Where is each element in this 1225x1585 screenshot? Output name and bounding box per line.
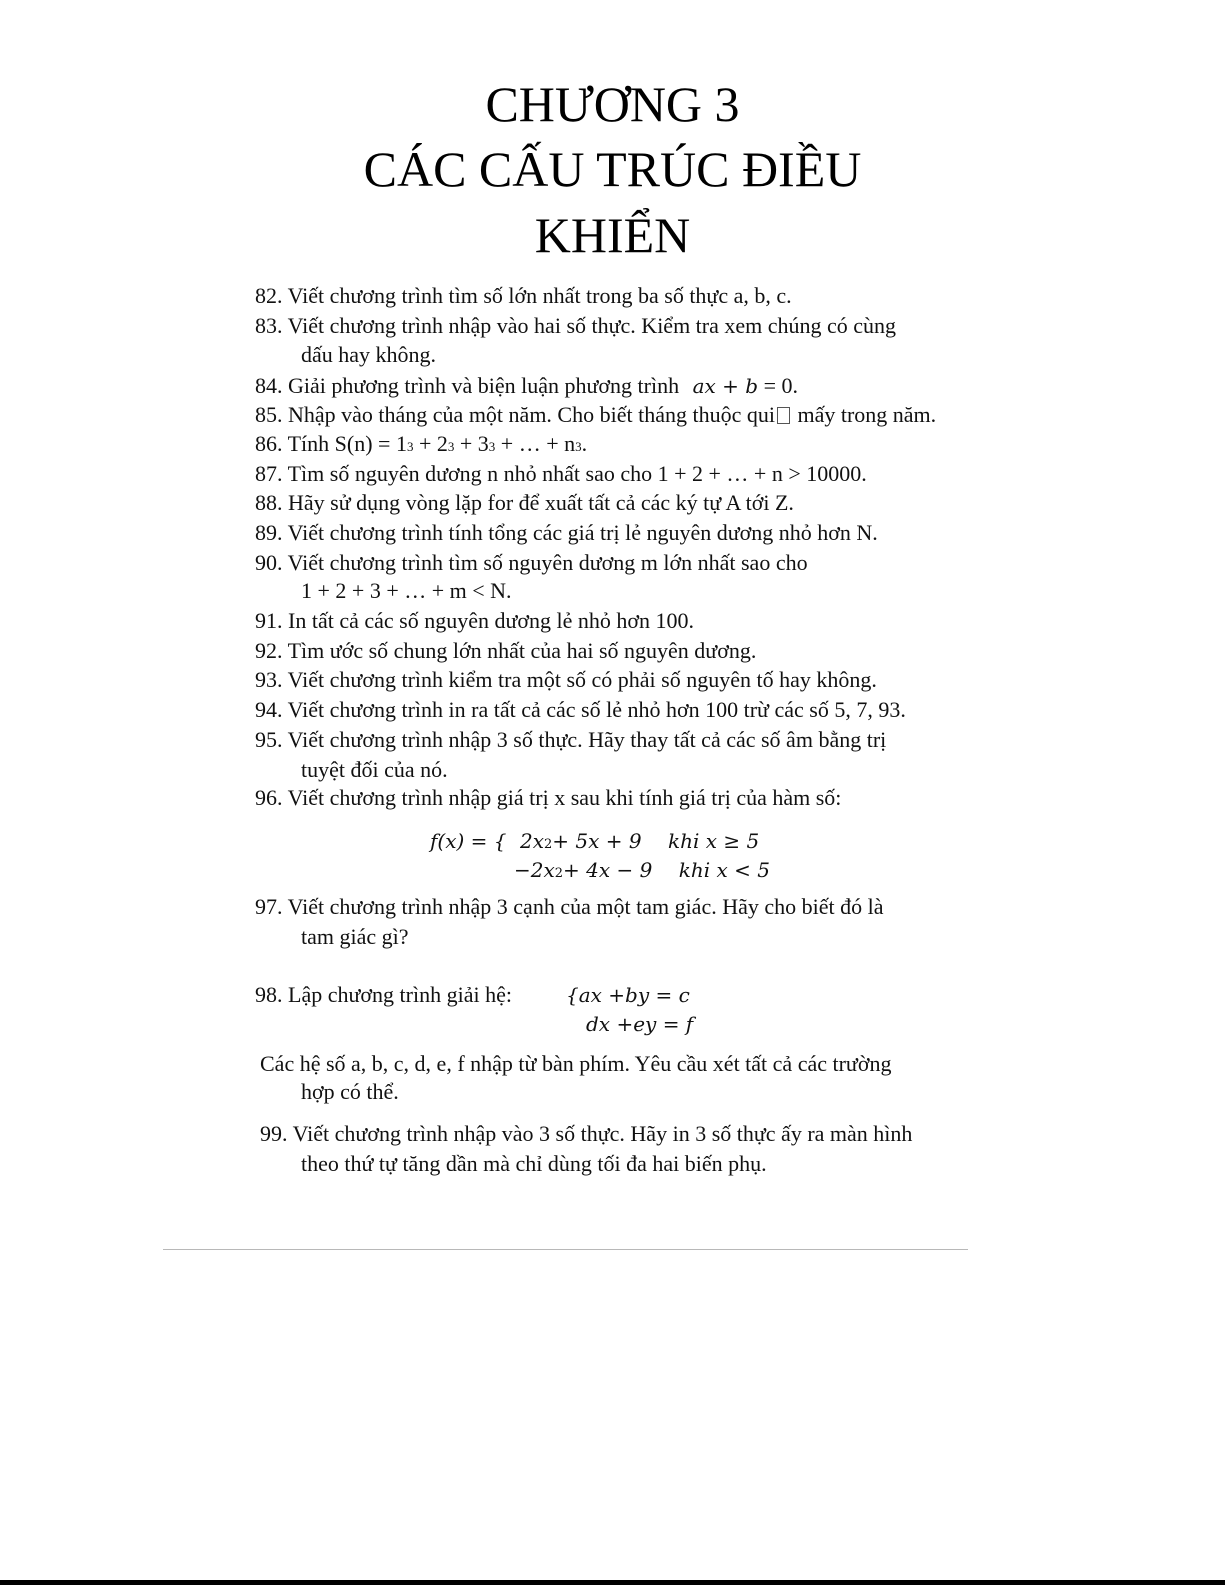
exercise-85-tail: mấy trong năm. bbox=[791, 402, 937, 427]
section-divider bbox=[163, 1249, 968, 1250]
exercise-88: 88. Hãy sử dụng vòng lặp for để xuất tất cả các ký tự A tới Z. bbox=[255, 490, 794, 515]
formula-condition: khi x < 5 bbox=[678, 858, 770, 882]
system-row-2: dx +ey = f bbox=[586, 1012, 694, 1036]
exercise-86-term: + … + n bbox=[495, 431, 576, 456]
exercise-98-note-cont: hợp có thể. bbox=[301, 1079, 399, 1104]
exercise-98: 98. Lập chương trình giải hệ: bbox=[255, 982, 512, 1007]
exponent: 3 bbox=[447, 439, 455, 454]
exponent: 3 bbox=[488, 439, 496, 454]
formula-row-1 bbox=[520, 828, 759, 858]
exercise-93: 93. Viết chương trình kiểm tra một số có phải số nguyên tố hay không. bbox=[255, 667, 877, 692]
exercise-86-term: + 3 bbox=[454, 431, 489, 456]
formula-row-2 bbox=[514, 857, 770, 887]
exercise-99: 99. Viết chương trình nhập vào 3 số thực. Hãy in 3 số thực ấy ra màn hình bbox=[260, 1121, 913, 1146]
exercise-89: 89. Viết chương trình tính tổng các giá trị lẻ nguyên dương nhỏ hơn N. bbox=[255, 520, 878, 545]
formula-term: −2x bbox=[514, 858, 555, 882]
exponent: 3 bbox=[406, 439, 414, 454]
bottom-edge-bar bbox=[0, 1580, 1225, 1585]
exercise-97-cont: tam giác gì? bbox=[301, 924, 409, 949]
exercise-92: 92. Tìm ước số chung lớn nhất của hai số nguyên dương. bbox=[255, 638, 757, 663]
exercise-83-cont: dấu hay không. bbox=[301, 342, 437, 367]
chapter-number: CHƯƠNG 3 bbox=[485, 76, 740, 132]
exercise-90: 90. Viết chương trình tìm số nguyên dương m lớn nhất sao cho bbox=[255, 550, 808, 575]
exponent: 2 bbox=[544, 837, 553, 852]
missing-glyph-icon bbox=[777, 407, 790, 424]
chapter-title-line2: KHIỂN bbox=[534, 207, 691, 263]
exercise-85 bbox=[255, 402, 936, 428]
exercise-98-note: Các hệ số a, b, c, d, e, f nhập từ bàn phím. Yêu cầu xét tất cả các trường bbox=[260, 1051, 892, 1076]
exercise-84-tail: = 0. bbox=[758, 373, 799, 398]
exercise-96: 96. Viết chương trình nhập giá trị x sau khi tính giá trị của hàm số: bbox=[255, 785, 842, 810]
formula-term: + 5x + 9 bbox=[552, 829, 642, 853]
exercise-95-cont: tuyệt đối của nó. bbox=[301, 757, 448, 782]
exercise-99-cont: theo thứ tự tăng dần mà chỉ dùng tối đa hai biến phụ. bbox=[301, 1151, 767, 1176]
exercise-86-text: 86. Tính S(n) = 1 bbox=[255, 431, 407, 456]
formula-term: 2x bbox=[520, 829, 545, 853]
formula-condition: khi x ≥ 5 bbox=[667, 829, 760, 853]
exercise-95: 95. Viết chương trình nhập 3 số thực. Hãy thay tất cả các số âm bằng trị bbox=[255, 727, 887, 752]
exercise-84 bbox=[255, 373, 798, 399]
system-row-1: {ax +by = c bbox=[566, 983, 690, 1007]
exercise-84-text: 84. Giải phương trình và biện luận phương trình bbox=[255, 373, 680, 398]
exponent: 3 bbox=[575, 439, 582, 454]
formula-term: + 4x − 9 bbox=[563, 858, 653, 882]
exercise-91: 91. In tất cả các số nguyên dương lẻ nhỏ hơn 100. bbox=[255, 608, 695, 633]
exercise-90-cont: 1 + 2 + 3 + … + m < N. bbox=[301, 578, 512, 603]
formula-function: f(x) = { bbox=[430, 829, 507, 853]
exercise-86-end: . bbox=[581, 431, 588, 456]
exercise-86 bbox=[255, 431, 587, 460]
exercise-82: 82. Viết chương trình tìm số lớn nhất trong ba số thực a, b, c. bbox=[255, 283, 792, 308]
exercise-85-text: 85. Nhập vào tháng của một năm. Cho biết tháng thuộc qui bbox=[255, 402, 775, 427]
exercise-86-term: + 2 bbox=[413, 431, 448, 456]
exercise-83: 83. Viết chương trình nhập vào hai số thực. Kiểm tra xem chúng có cùng bbox=[255, 313, 897, 338]
exercise-97: 97. Viết chương trình nhập 3 cạnh của một tam giác. Hãy cho biết đó là bbox=[255, 894, 884, 919]
exercise-94: 94. Viết chương trình in ra tất cả các số lẻ nhỏ hơn 100 trừ các số 5, 7, 93. bbox=[255, 697, 906, 722]
chapter-title-line1: CÁC CẤU TRÚC ĐIỀU bbox=[363, 141, 862, 197]
formula-lhs bbox=[430, 828, 506, 854]
exponent: 2 bbox=[554, 866, 564, 881]
exercise-84-math: ax + b bbox=[692, 374, 759, 398]
exercise-87: 87. Tìm số nguyên dương n nhỏ nhất sao cho 1 + 2 + … + n > 10000. bbox=[255, 461, 867, 486]
